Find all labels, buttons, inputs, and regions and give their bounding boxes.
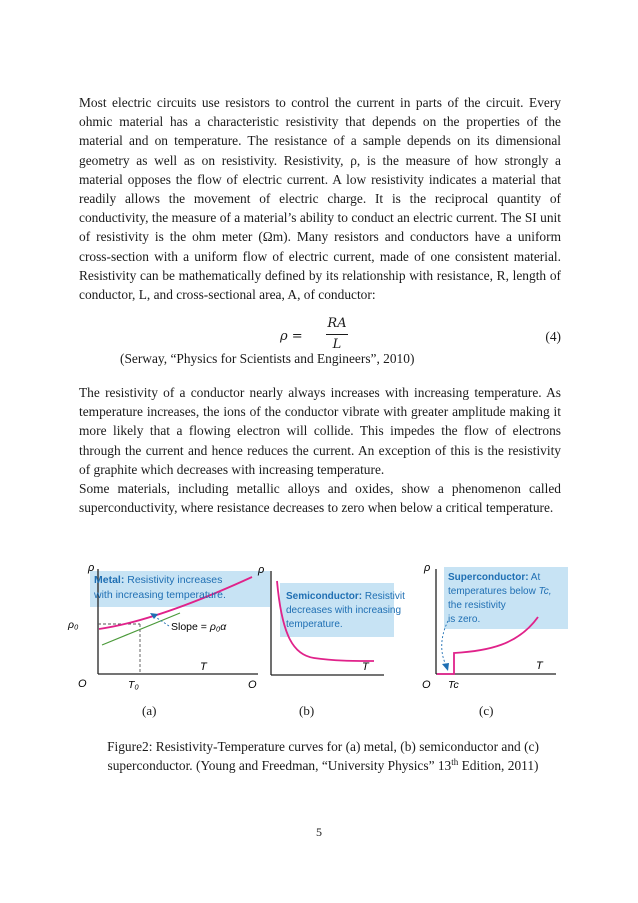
figure-caption [84, 737, 562, 775]
figure-a-y-axis-label: ρ [88, 562, 95, 574]
figure-b-semiconductor-graph [244, 557, 405, 695]
figure-a-slope-expr: ρ₀α [209, 621, 227, 633]
figure-a-origin-label: O [78, 678, 87, 690]
figure-a-T0-label: T₀ [128, 679, 139, 691]
figure-c-description-line3: the resistivity [448, 600, 506, 611]
citation-serway: (Serway, “Physics for Scientists and Engineers”, 2010) [120, 351, 415, 366]
figure-b-origin-label: O [248, 679, 257, 691]
figure-label-c: (c) [479, 703, 494, 718]
figure-a-slope-prefix: Slope = [171, 621, 210, 633]
figure-b-y-axis-label: ρ [258, 564, 265, 576]
equation-number: (4) [545, 329, 561, 344]
figure-a-desc1: Resistivity increases [124, 574, 223, 586]
figure-c-title: Superconductor: [448, 572, 529, 583]
equation-numerator: RA [327, 316, 347, 331]
figure-c-origin-label: O [422, 679, 431, 691]
figure-c-y-axis-label: ρ [424, 562, 431, 574]
paragraph-superconductivity: Some materials, including metallic alloys and oxides, show a phenomenon called superconductivity, where resistance decreases to zero when below a critical temperature. [79, 481, 561, 516]
paragraph-resistivity-intro: Most electric circuits use resistors to control the current in parts of the circuit. Every ohmic material has a characteristic resistivity that depends on the properties of the material and on temperature. The resistance of a sample depends on its dimensional geometry as well as on resistivity. Resistivity, ρ, is the measure of how strongly a material opposes the flow of electric current. A low resistivity indicates a material that readily allows the movement of electric charge. It is the reciprocal quantity of conductivity, the measure of a material’s ability to conduct an electric current. The SI unit of resistivity is the ohm meter (Ωm). Many resistors and conductors have a uniform cross-section with a uniform flow of electric current, made of one consistent material. Resistivity can be mathematically defined by its relationship with resistance, R, length of conductor, L, and cross-sectional area, A, of conductor: [79, 95, 561, 303]
equation-fraction [322, 315, 352, 353]
fraction-bar [326, 334, 348, 335]
figure-a-metal-graph [66, 557, 272, 695]
figure-c-superconductor-graph [418, 557, 568, 695]
figure-a-description-line2: with increasing temperature. [94, 589, 226, 601]
figure-b-desc1: Resistivit [362, 591, 405, 602]
figure-b-title: Semiconductor: [286, 591, 363, 602]
figure-a-title: Metal: [94, 574, 125, 586]
equation-lhs: ρ = [280, 329, 303, 344]
figure-a-description-line1 [94, 574, 222, 586]
figure-a-x-axis-label: T [200, 661, 207, 673]
figure-c-desc2: temperatures below [448, 586, 539, 597]
figure-a-slope-arrow [154, 616, 169, 626]
figure-b-description-line1 [286, 591, 405, 602]
figure-a-rho0-label: ρ₀ [68, 619, 79, 631]
figure-c-description-line1 [448, 572, 540, 583]
equation-denominator: L [332, 337, 342, 352]
paragraph-temperature-effect: The resistivity of a conductor nearly always increases with increasing temperature. As temperature increases, the ions of the conductor vibrate with greater amplitude making it more likely that a flowing electron will collide. This impedes the flow of electrons through the current and hence reduces the current. An exception of this is the resistivity of graphite which decreases with increasing temperature. [79, 385, 561, 477]
figure-c-desc2b: Tc, [538, 586, 552, 597]
caption-text: Figure2: Resistivity-Temperature curves for (a) metal, (b) semiconductor and (c) superconductor. (Young and Freedman, “University Physics” 13 [107, 739, 539, 773]
caption-text-end: Edition, 2011) [458, 758, 539, 773]
figure-b-x-axis-label: T [362, 661, 369, 673]
figure-b-description-line3: temperature. [286, 619, 343, 630]
figure-c-desc1a: At [528, 572, 541, 583]
figure-b-description-line2: decreases with increasing [286, 605, 402, 616]
figure-a-slope-label [171, 621, 227, 633]
figure-label-a: (a) [142, 703, 157, 718]
caption-superscript: th [451, 757, 459, 767]
figure-c-x-axis-label: T [536, 660, 543, 672]
figure-a-tangent-line [102, 613, 180, 645]
figure-c-Tc-label: Tc [448, 679, 459, 691]
figure-label-b: (b) [299, 703, 315, 718]
figure-c-pointer-arrowhead [442, 663, 449, 671]
figure-c-description-line4: is zero. [448, 614, 481, 625]
page-number: 5 [316, 825, 322, 839]
figure-c-description-line2 [448, 586, 552, 597]
